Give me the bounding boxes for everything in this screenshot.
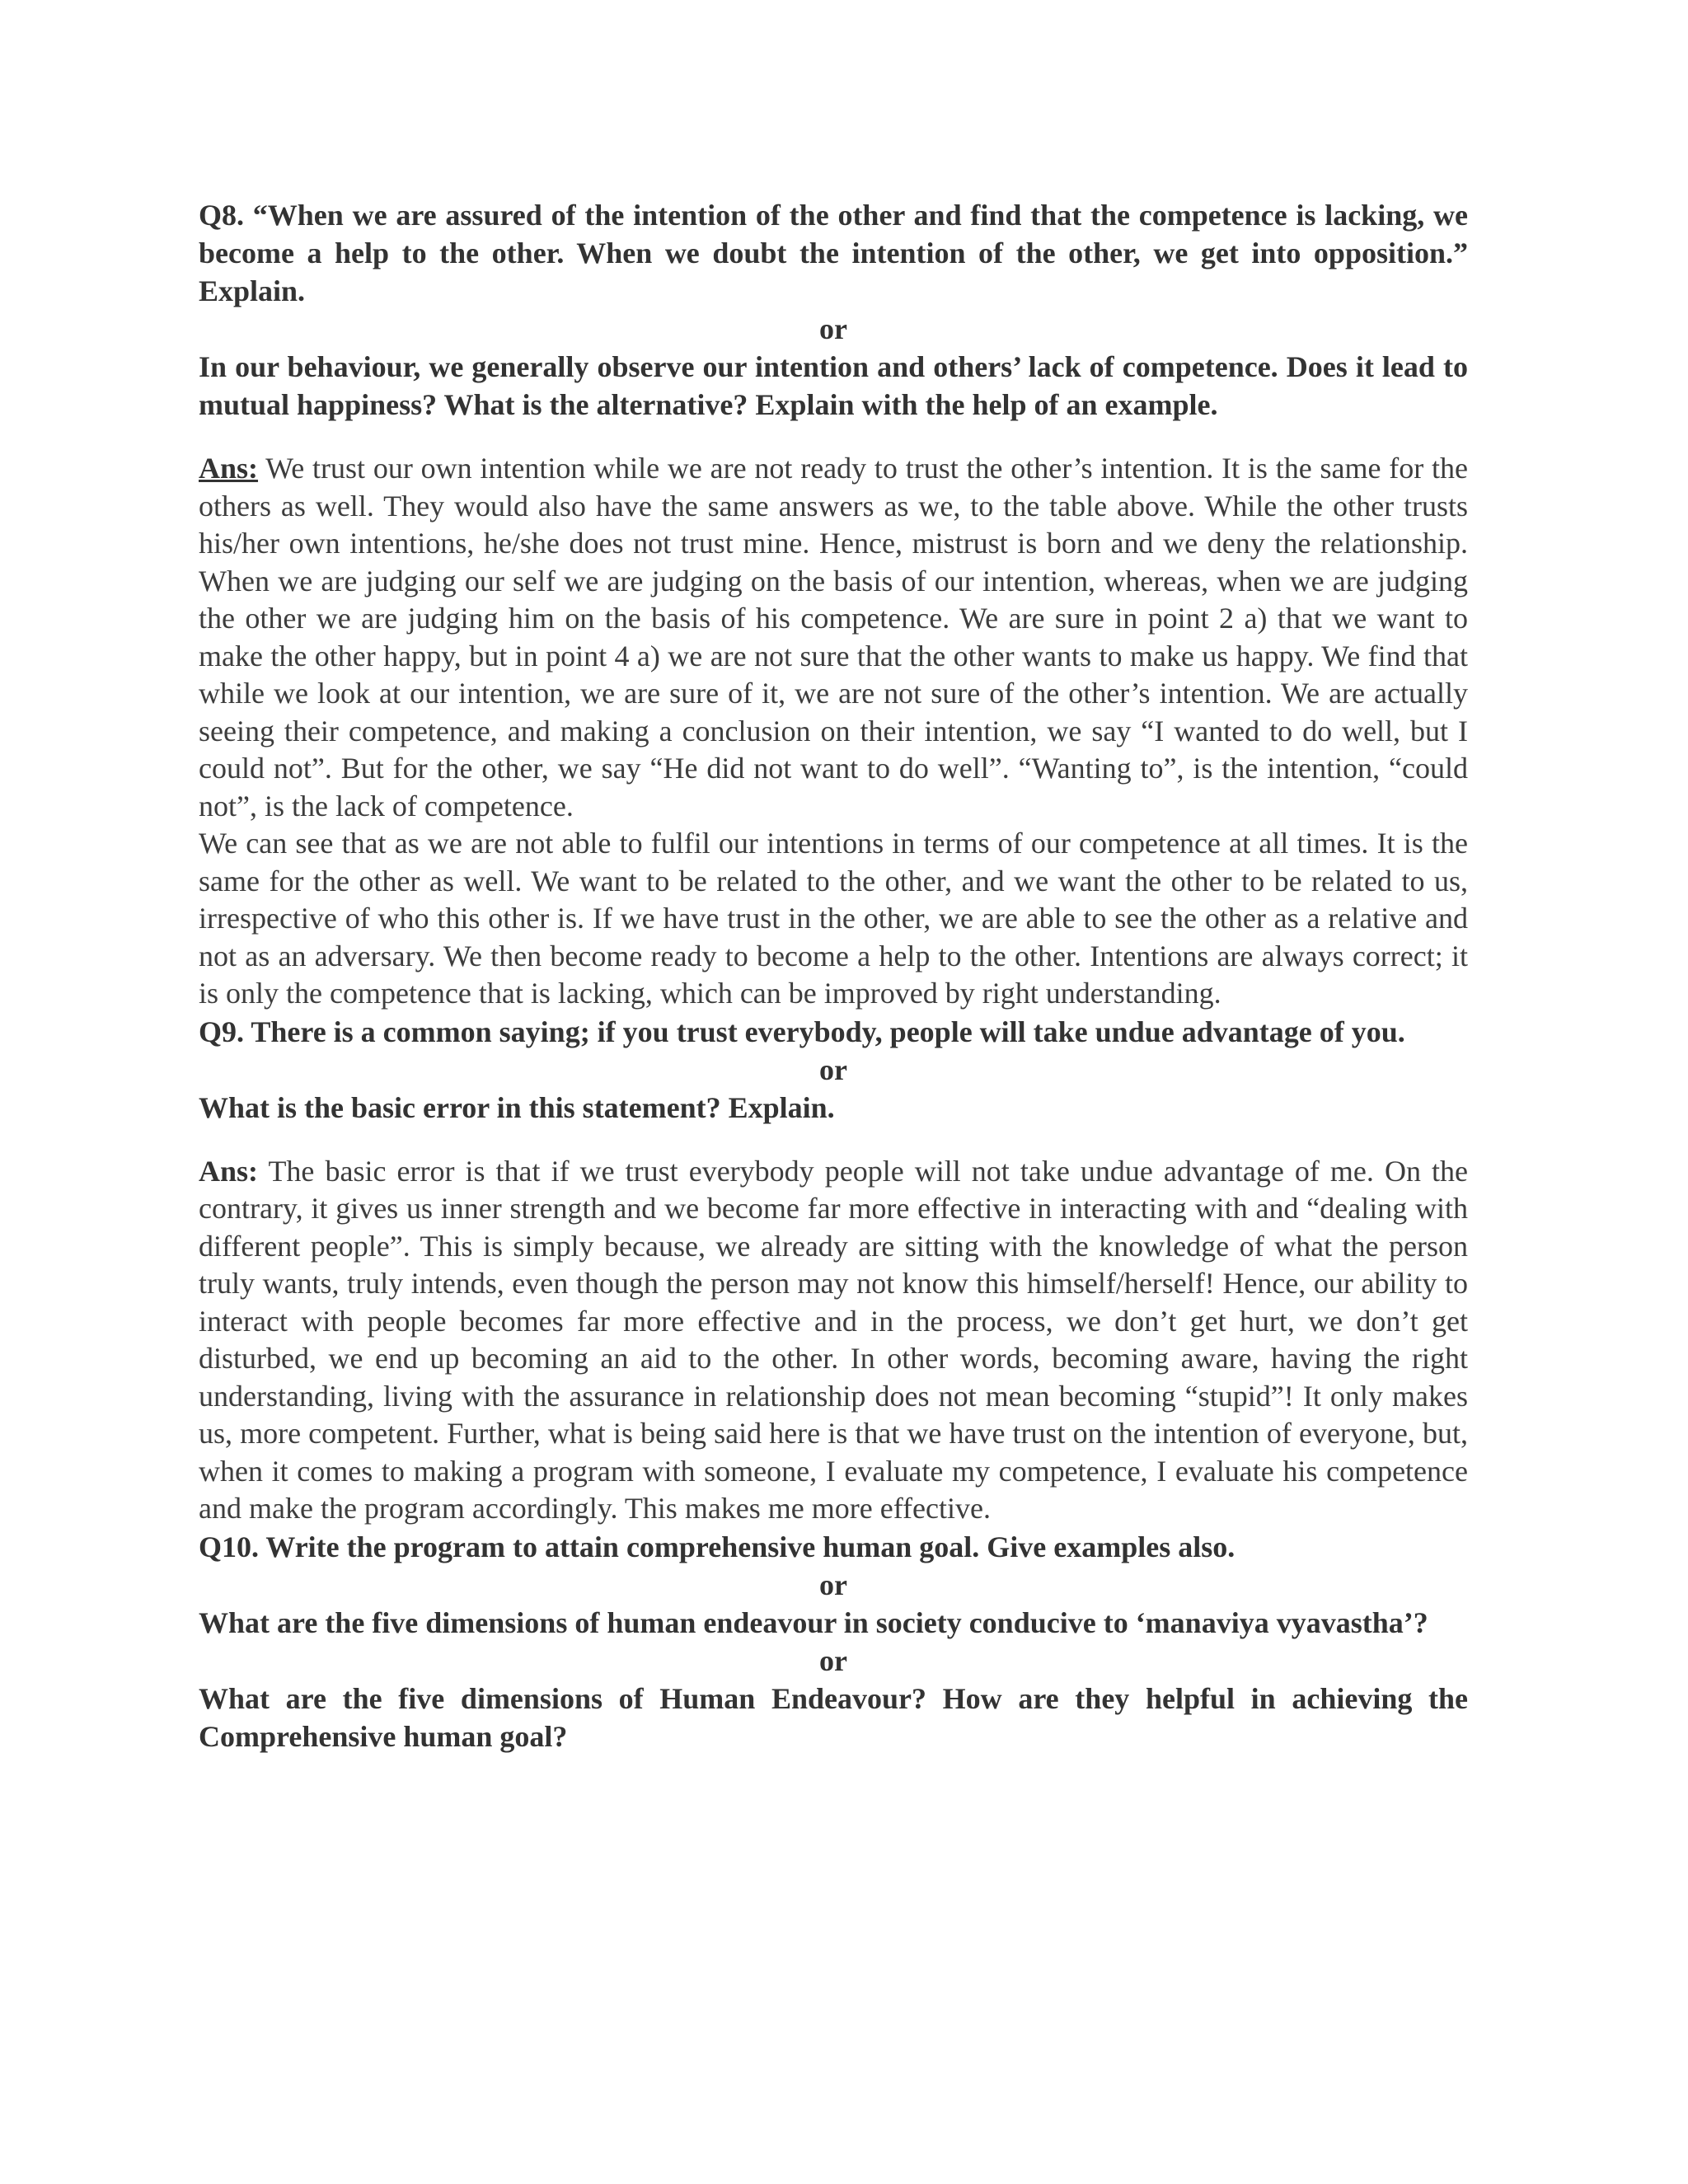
q8-answer-label: Ans: [199,452,259,485]
q8-answer-text-1: We trust our own intention while we are not ready to trust the other’s intention. It is the same for the others as well. They would also have the same answers as we, to the table above. While the other trusts his/her own intentions, he/she does not trust mine. Hence, mistrust is born and we deny the relationship. When we are judging our self we are judging on the basis of our intention, whereas, when we are judging the other we are judging him on the basis of his competence. We are sure in point 2 a) that we want to make the other happy, but in point 4 a) we are not sure that the other wants to make us happy. We find that while we look at our intention, we are sure of it, we are not sure of the other’s intention. We are actually seeing their competence, and making a conclusion on their intention, we say “I wanted to do well, but I could not”. But for the other, we say “He did not want to do well”. “Wanting to”, is the intention, “could not”, is the lack of competence. [199,452,1468,823]
q9-answer-text: The basic error is that if we trust everybody people will not take undue advantage of me. On the contrary, it gives us inner strength and we become far more effective in interacting with and “dealing with different people”. This is simply because, we already are sitting with the knowledge of what the person truly wants, truly intends, even though the person may not know this himself/herself! Hence, our ability to interact with people becomes far more effective and in the process, we don’t get hurt, we don’t get disturbed, we end up becoming an aid to the other. In other words, becoming aware, having the right understanding, living with the assurance in relationship does not mean becoming “stupid”! It only makes us, more competent. Further, what is being said here is that we have trust on the intention of everyone, but, when it comes to making a program with someone, I evaluate my competence, I evaluate his competence and make the program accordingly. This makes me more effective. [199,1154,1468,1525]
q10-alt-question-2: What are the five dimensions of Human Endeavour? How are they helpful in achieving the Comprehensive human goal? [199,1681,1468,1753]
q8-answer-paragraph-2: We can see that as we are not able to fulfil our intentions in terms of our competence at all times. It is the same for the other as well. We want to be related to the other, and we want the other to be related to us, irrespective of who this other is. If we have trust in the other, we are able to see the other as a relative and not as an adversary. We then become ready to become a help to the other. Intentions are always correct; it is only the competence that is lacking, which can be improved by right understanding. [199,827,1468,1010]
q9-question: Q9. There is a common saying; if you trust everybody, people will take undue advantage of you. [199,1015,1405,1048]
q9-answer-paragraph [199,1153,1468,1528]
q9-answer-label: Ans: [199,1154,259,1188]
q10-question: Q10. Write the program to attain comprehensive human goal. Give examples also. [199,1530,1236,1563]
spacer [199,1127,1468,1153]
q9-or-separator: or [819,1052,847,1086]
q8-alt-question: In our behaviour, we generally observe our intention and others’ lack of competence. Does it lead to mutual happiness? What is the alternative? Explain with the help of an example. [199,350,1468,421]
q8-or-separator: or [819,312,847,345]
q9-alt-question: What is the basic error in this statement? Explain. [199,1090,835,1124]
q8-answer-paragraph-1 [199,450,1468,825]
q10-or-separator-2: or [819,1643,847,1677]
q8-question: Q8. “When we are assured of the intention of the other and find that the competence is lacking, we become a help to the other. When we doubt the intention of the other, we get into opposition.” Explain. [199,199,1468,307]
spacer [199,424,1468,450]
document-page [199,196,1468,1755]
q10-alt-question-1: What are the five dimensions of human endeavour in society conducive to ‘manaviya vyavastha’? [199,1605,1428,1639]
q10-or-separator-1: or [819,1568,847,1601]
